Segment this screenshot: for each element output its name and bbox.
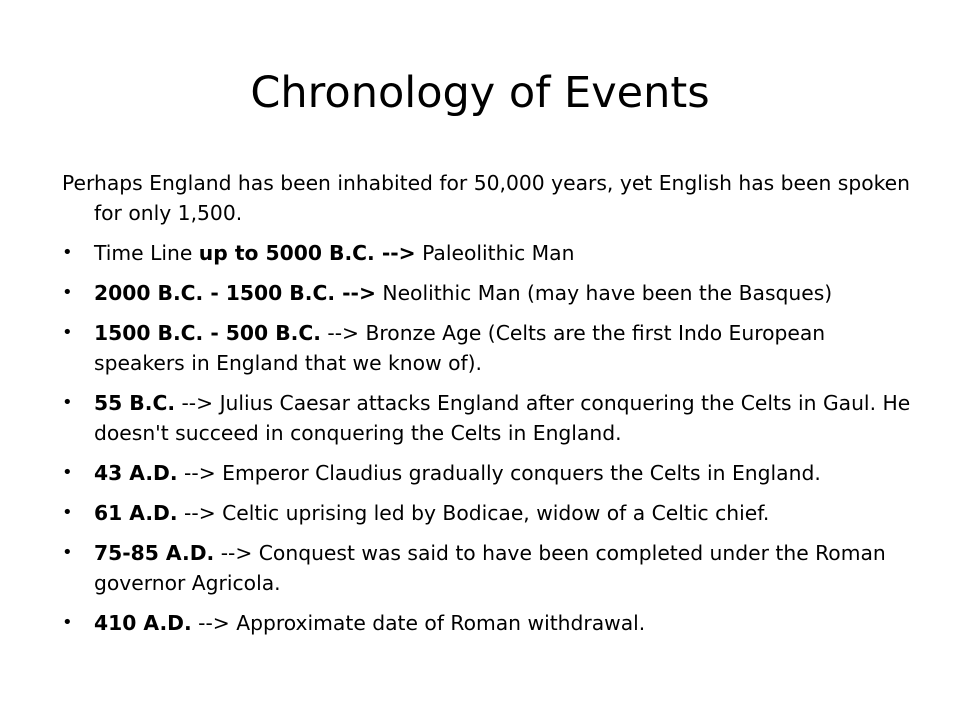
bullet-text: Paleolithic Man (415, 241, 575, 265)
slide-title: Chronology of Events (250, 68, 710, 118)
slide-body (62, 168, 912, 648)
bullet-item (62, 608, 912, 638)
bullet-text: --> Emperor Claudius gradually conquers the Celts in England. (177, 461, 821, 485)
bullet-dot-icon: • (62, 282, 73, 303)
bullet-dot-icon: • (62, 322, 73, 343)
bullet-date: up to 5000 B.C. --> (198, 241, 416, 265)
bullet-dot-icon: • (62, 242, 73, 263)
bullet-item (62, 278, 912, 308)
bullet-date: 43 A.D. (94, 461, 178, 485)
bullet-text: --> Julius Caesar attacks England after conquering the Celts in Gaul. He doesn't succeed in conquering the Celts in England. (94, 391, 911, 445)
bullet-list (62, 238, 912, 638)
bullet-item (62, 498, 912, 528)
bullet-text: --> Celtic uprising led by Bodicae, widow of a Celtic chief. (177, 501, 770, 525)
bullet-dot-icon: • (62, 502, 73, 523)
bullet-date: 61 A.D. (94, 501, 178, 525)
bullet-date: 2000 B.C. - 1500 B.C. --> (94, 281, 376, 305)
bullet-dot-icon: • (62, 612, 73, 633)
bullet-item (62, 238, 912, 268)
intro-paragraph: Perhaps England has been inhabited for 50,000 years, yet English has been spoken for only 1,500. (62, 171, 911, 225)
bullet-dot-icon: • (62, 462, 73, 483)
bullet-text: --> Conquest was said to have been completed under the Roman governor Agricola. (94, 541, 886, 595)
bullet-text: Neolithic Man (may have been the Basques) (375, 281, 833, 305)
bullet-date: 55 B.C. (94, 391, 176, 415)
bullet-prefix: Time Line (94, 241, 199, 265)
bullet-date: 1500 B.C. - 500 B.C. (94, 321, 321, 345)
bullet-dot-icon: • (62, 542, 73, 563)
bullet-dot-icon: • (62, 392, 73, 413)
bullet-item (62, 538, 912, 598)
bullet-item (62, 458, 912, 488)
bullet-item (62, 318, 912, 378)
bullet-date: 75-85 A.D. (94, 541, 215, 565)
bullet-item (62, 388, 912, 448)
bullet-text: --> Approximate date of Roman withdrawal. (191, 611, 646, 635)
bullet-text: --> Bronze Age (Celts are the first Indo European speakers in England that we know of). (94, 321, 826, 375)
bullet-date: 410 A.D. (94, 611, 192, 635)
